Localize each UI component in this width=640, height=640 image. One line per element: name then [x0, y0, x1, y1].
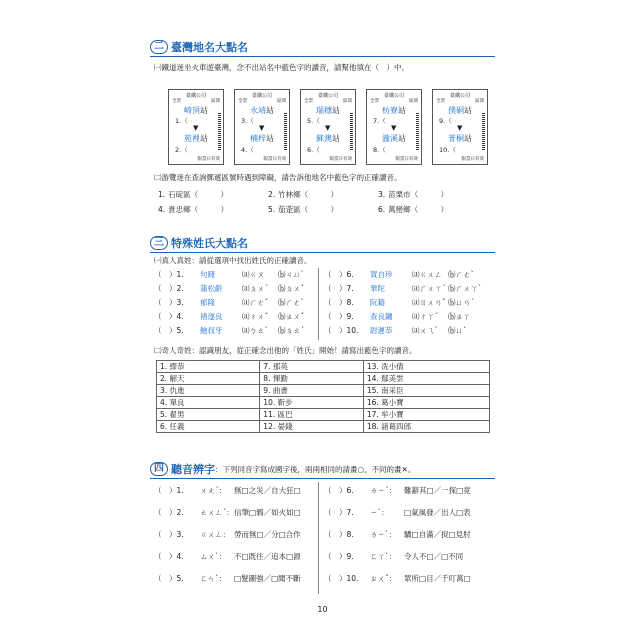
station-suffix: 站: [266, 134, 274, 143]
zhuyin-reading: ㄨㄤˊ：: [200, 486, 227, 495]
item-number[interactable]: （ ）3.: [154, 298, 184, 307]
answer-blank[interactable]: 7.（: [373, 117, 386, 125]
zhuyin-reading: ㄙㄨˋ：: [200, 552, 227, 561]
table-cell: 17. 牟小寶: [363, 409, 489, 421]
station-suffix: 站: [398, 106, 406, 115]
option-a[interactable]: ⒜ㄏㄨㄚˊ: [412, 284, 446, 293]
section-2-divider: [150, 56, 495, 57]
answer-blank[interactable]: 3.（: [241, 117, 254, 125]
ticket-destination: [169, 133, 223, 144]
ticket-validity: 限當日有效: [263, 157, 286, 162]
ticket-origin: [235, 105, 289, 116]
section-4-heading: [150, 462, 415, 476]
zhuyin-reading: ㄊㄨㄥˊ：: [200, 508, 234, 517]
answer-blank[interactable]: 6.（: [307, 146, 320, 154]
ticket-company: 臺鐵公司: [251, 93, 272, 99]
zhuyin-reading: ㄈㄣˋ：: [200, 574, 227, 583]
ticket-fare-type: 全票: [304, 99, 313, 104]
item-number[interactable]: （ ）10.: [324, 574, 359, 583]
surname-name: 鮑叔牙: [200, 326, 223, 335]
surname-item: [154, 312, 304, 322]
option-a[interactable]: ⒜ㄅㄠˋ: [242, 326, 269, 335]
table-row: [157, 385, 490, 397]
origin-station-name: 枋寮: [382, 106, 398, 115]
train-ticket: [366, 89, 422, 165]
ticket-company: 臺鐵公司: [449, 93, 470, 99]
section-2-title: 臺灣地名大點名: [171, 41, 248, 54]
column-divider: [318, 482, 319, 594]
item-number[interactable]: （ ）3.: [154, 530, 184, 539]
option-a[interactable]: ⒜ㄆㄨˊ: [242, 284, 269, 293]
down-arrow-icon: ▼: [325, 124, 331, 132]
item-number[interactable]: （ ）4.: [154, 552, 184, 561]
surname-item: [324, 312, 471, 322]
item-number: 3.: [378, 190, 386, 199]
table-cell: 7. 那英: [260, 361, 364, 373]
section-4-number: 四: [150, 462, 168, 476]
option-b[interactable]: ⒝ㄏㄜˋ: [448, 270, 475, 279]
answer-blank[interactable]: 8.（: [373, 146, 386, 154]
answer-blank[interactable]: 1.（: [175, 117, 188, 125]
item-number[interactable]: （ ）8.: [324, 530, 354, 539]
item-number: 2.: [268, 190, 276, 199]
table-row: [157, 373, 490, 385]
ticket-fare-type: 全票: [172, 99, 181, 104]
table-cell: 12. 晏錢: [260, 421, 364, 433]
down-arrow-icon: ▼: [259, 124, 265, 132]
item-number: 4.: [158, 205, 166, 214]
destination-station-name: 楠梓: [250, 134, 266, 143]
phrase-pair[interactable]: 不□既往／追本□源: [234, 552, 301, 561]
ticket-company: 臺鐵公司: [317, 93, 338, 99]
place-name-text[interactable]: 石碇區（ ）: [168, 190, 229, 199]
train-ticket: [432, 89, 488, 165]
option-b[interactable]: ⒝ㄆㄠˊ: [278, 326, 305, 335]
table-cell: 1. 繆恭: [157, 361, 260, 373]
item-number[interactable]: （ ）9.: [324, 312, 354, 321]
homophone-item: [324, 530, 471, 540]
table-cell: 4. 單良: [157, 397, 260, 409]
ticket-origin: [301, 105, 355, 116]
ticket-type-row: [304, 98, 352, 104]
table-cell: 5. 翟男: [157, 409, 260, 421]
answer-blank[interactable]: 5.（: [307, 117, 320, 125]
section-4-divider: [150, 478, 495, 479]
surname-name: 賀自珍: [370, 270, 393, 279]
table-cell: 2. 解天: [157, 373, 260, 385]
barcode-icon: [482, 113, 485, 151]
zhuyin-reading: ㄈㄚˋ：: [370, 552, 397, 561]
section-3-title: 特殊姓氏大點名: [171, 237, 248, 250]
place-name-item: [378, 190, 448, 200]
place-name-text[interactable]: 竹林鄉（ ）: [278, 190, 339, 199]
ticket-validity: 限當日有效: [461, 157, 484, 162]
worksheet-page: [150, 40, 495, 625]
ticket-validity: 限當日有效: [329, 157, 352, 162]
barcode-icon: [350, 113, 353, 151]
item-number[interactable]: （ ）7.: [324, 508, 354, 517]
option-b[interactable]: ⒝ㄓㄨˇ: [278, 312, 305, 321]
ticket-type-row: [238, 98, 286, 104]
section-2-question-2: ㈡游覽迷在查詢郵遞區號時遇到障礙，請告訴他地名中藍色字的正確讀音。: [154, 173, 402, 182]
ticket-type-row: [172, 98, 220, 104]
item-number[interactable]: （ ）4.: [154, 312, 184, 321]
destination-station-name: 苑裡: [184, 134, 200, 143]
table-row: [157, 397, 490, 409]
ticket-origin: [169, 105, 223, 116]
homophone-item: [324, 508, 471, 518]
table-cell: 3. 仇進: [157, 385, 260, 397]
surname-item: [324, 284, 482, 294]
ticket-destination: [301, 133, 355, 144]
phrase-pair[interactable]: □氣風發／出人□表: [404, 508, 471, 517]
option-b[interactable]: ⒝ㄩㄢˊ: [448, 298, 475, 307]
ticket-fare-type: 全票: [238, 99, 247, 104]
homophone-item: [154, 486, 301, 496]
option-b[interactable]: ⒝ㄏㄨㄚˋ: [448, 284, 482, 293]
section-4-title: 聽音辨字: [171, 463, 215, 476]
table-row: [157, 409, 490, 421]
zhuyin-reading: ㄧˋ：: [370, 508, 389, 517]
barcode-icon: [284, 113, 287, 151]
table-cell: 10. 靳步: [260, 397, 364, 409]
zhuyin-reading: ㄍㄨㄥ：: [200, 530, 230, 539]
zhuyin-reading: ㄌㄧˋ：: [370, 530, 397, 539]
phrase-pair[interactable]: 驕□自滿／捉□見肘: [404, 530, 471, 539]
table-cell: 15. 南采臣: [363, 385, 489, 397]
place-name-text[interactable]: 貴忠鄉（ ）: [168, 205, 229, 214]
down-arrow-icon: ▼: [391, 124, 397, 132]
ticket-class: 區間: [277, 99, 286, 104]
surname-item: [154, 284, 304, 294]
station-suffix: 站: [200, 106, 208, 115]
surname-item: [154, 326, 304, 336]
item-number: 1.: [158, 190, 166, 199]
place-name-text[interactable]: 茄萣區（ ）: [278, 205, 339, 214]
item-number[interactable]: （ ）1.: [154, 486, 184, 495]
option-a[interactable]: ⒜ㄍㄨㄥ: [412, 270, 442, 279]
phrase-pair[interactable]: 信筆□鴉／如火如□: [234, 508, 301, 517]
item-number[interactable]: （ ）6.: [324, 486, 354, 495]
surname-name: 句踐: [200, 270, 215, 279]
section-3-question-2: ㈡奇人奇姓：認識朋友，從正確念出他的「姓氏」開始！請寫出藍色字的讀音。: [154, 346, 417, 355]
ticket-validity: 限當日有效: [395, 157, 418, 162]
table-cell: 13. 冼小倩: [363, 361, 489, 373]
item-number[interactable]: （ ）7.: [324, 284, 354, 293]
surname-name: 郁隆: [200, 298, 215, 307]
table-cell: 9. 曲書: [260, 385, 364, 397]
train-ticket: [234, 89, 290, 165]
ticket-destination: [235, 133, 289, 144]
homophone-item: [154, 530, 301, 540]
section-3-divider: [150, 252, 495, 253]
ticket-class: 區間: [211, 99, 220, 104]
barcode-icon: [218, 113, 221, 151]
option-a[interactable]: ⒜ㄏㄜˇ: [242, 298, 269, 307]
item-number[interactable]: （ ）6.: [324, 270, 354, 279]
section-2-heading: [150, 40, 248, 54]
place-name-text[interactable]: 苗栗市（ ）: [388, 190, 449, 199]
answer-blank[interactable]: 2.（: [175, 146, 188, 154]
item-number: 5.: [268, 205, 276, 214]
option-a[interactable]: ⒜ㄖㄨㄢˇ: [412, 298, 446, 307]
origin-station-name: 永靖: [250, 106, 266, 115]
homophone-item: [154, 552, 301, 562]
place-name-item: [268, 190, 338, 200]
surname-item: [154, 298, 304, 308]
option-b[interactable]: ⒝ㄏㄜˋ: [278, 298, 305, 307]
station-suffix: 站: [266, 106, 274, 115]
place-name-text[interactable]: 萬巒鄉（ ）: [388, 205, 449, 214]
surname-item: [324, 298, 474, 308]
ticket-company: 臺鐵公司: [185, 93, 206, 99]
section-3-number: 三: [150, 236, 168, 250]
ticket-destination: [433, 133, 487, 144]
ticket-fare-type: 全票: [436, 99, 445, 104]
place-name-item: [378, 205, 448, 215]
surname-name: 華陀: [370, 284, 385, 293]
page-number: 10: [317, 605, 328, 614]
place-name-item: [158, 190, 228, 200]
surname-item: [324, 270, 474, 280]
surname-name: 褚遂良: [200, 312, 223, 321]
homophone-item: [324, 552, 463, 562]
place-name-item: [268, 205, 338, 215]
option-b[interactable]: ⒝ㄓㄚ: [448, 312, 471, 321]
item-number[interactable]: （ ）5.: [154, 574, 184, 583]
phrase-pair[interactable]: □髮圖強／□聞不斷: [234, 574, 301, 583]
table-row: [157, 361, 490, 373]
zhuyin-reading: ㄌㄧˊ：: [370, 486, 397, 495]
destination-station-name: 菁桐: [448, 134, 464, 143]
destination-station-name: 蘇澳: [316, 134, 332, 143]
surname-name: 阮籍: [370, 298, 385, 307]
ticket-fare-type: 全票: [370, 99, 379, 104]
surname-table: [156, 360, 490, 433]
answer-blank[interactable]: 9.（: [439, 117, 452, 125]
option-a[interactable]: ⒜ㄔㄨˇ: [242, 312, 269, 321]
table-cell: 6. 任義: [157, 421, 260, 433]
ticket-class: 區間: [409, 99, 418, 104]
item-number[interactable]: （ ）2.: [154, 284, 184, 293]
ticket-class: 區間: [475, 99, 484, 104]
section-2-question-1: ㈠鐵道迷坐火車遊臺灣，念不出站名中藍色字的讀音，請幫他填在（ ）中。: [154, 63, 409, 72]
item-number[interactable]: （ ）8.: [324, 298, 354, 307]
table-cell: 8. 惲勤: [260, 373, 364, 385]
item-number[interactable]: （ ）9.: [324, 552, 354, 561]
section-3-question-1: ㈠真人真姓：請從選項中找出姓氏的正確讀音。: [154, 256, 312, 265]
table-cell: 14. 鄢美雲: [363, 373, 489, 385]
surname-name: 尉遲恭: [370, 326, 393, 335]
origin-station-name: 僕硐: [448, 106, 464, 115]
option-a[interactable]: ⒜ㄨㄟˋ: [412, 326, 439, 335]
ticket-type-row: [370, 98, 418, 104]
ticket-type-row: [436, 98, 484, 104]
station-suffix: 站: [332, 134, 340, 143]
option-b[interactable]: ⒝ㄆㄨˇ: [278, 284, 305, 293]
surname-item: [154, 270, 304, 280]
option-a[interactable]: ⒜ㄔㄚˊ: [412, 312, 439, 321]
item-number[interactable]: （ ）5.: [154, 326, 184, 335]
ticket-validity: 限當日有效: [197, 157, 220, 162]
phrase-pair[interactable]: 無□之災／自大狂□: [234, 486, 301, 495]
station-suffix: 站: [200, 134, 208, 143]
option-b[interactable]: ⒝ㄩˋ: [448, 326, 467, 335]
homophone-item: [324, 486, 471, 496]
table-row: [157, 421, 490, 433]
section-2-number: 二: [150, 40, 168, 54]
phrase-pair[interactable]: 令人不□／□不同: [404, 552, 464, 561]
ticket-class: 區間: [343, 99, 352, 104]
station-suffix: 站: [464, 134, 472, 143]
station-suffix: 站: [332, 106, 340, 115]
phrase-pair[interactable]: 勞而無□／分□合作: [234, 530, 301, 539]
phrase-pair[interactable]: 眾所□目／千叮萬□: [404, 574, 471, 583]
surname-name: 查良鏞: [370, 312, 393, 321]
ticket-origin: [367, 105, 421, 116]
table-cell: 18. 諸葛四郎: [363, 421, 489, 433]
column-divider: [318, 268, 319, 340]
down-arrow-icon: ▼: [457, 124, 463, 132]
table-cell: 16. 葛小寶: [363, 397, 489, 409]
train-ticket: [168, 89, 224, 165]
station-suffix: 站: [464, 106, 472, 115]
down-arrow-icon: ▼: [193, 124, 199, 132]
item-number[interactable]: （ ）1.: [154, 270, 184, 279]
item-number: 6.: [378, 205, 386, 214]
origin-station-name: 瑞穗: [316, 106, 332, 115]
item-number[interactable]: （ ）10.: [324, 326, 359, 335]
place-name-item: [158, 205, 228, 215]
destination-station-name: 瀧溪: [382, 134, 398, 143]
zhuyin-reading: ㄓㄨˇ：: [370, 574, 397, 583]
option-a[interactable]: ⒜ㄍㄡ: [242, 270, 265, 279]
answer-blank[interactable]: 4.（: [241, 146, 254, 154]
homophone-item: [154, 508, 301, 518]
section-4-instruction: ：下列同音字寫成國字後，兩兩相同的請畫○，不同的畫✕。: [215, 464, 416, 474]
ticket-destination: [367, 133, 421, 144]
station-suffix: 站: [398, 134, 406, 143]
option-b[interactable]: ⒝ㄐㄩˋ: [278, 270, 305, 279]
section-3-heading: [150, 236, 248, 250]
train-ticket: [300, 89, 356, 165]
ticket-company: 臺鐵公司: [383, 93, 404, 99]
answer-blank[interactable]: 10.（: [439, 146, 456, 154]
origin-station-name: 崎頂: [184, 106, 200, 115]
phrase-pair[interactable]: 難辭其□／一探□竟: [404, 486, 471, 495]
item-number[interactable]: （ ）2.: [154, 508, 184, 517]
barcode-icon: [416, 113, 419, 151]
surname-item: [324, 326, 467, 336]
homophone-item: [324, 574, 471, 584]
homophone-item: [154, 574, 301, 584]
ticket-origin: [433, 105, 487, 116]
surname-name: 蒲松齡: [200, 284, 223, 293]
table-cell: 11. 區巴: [260, 409, 364, 421]
